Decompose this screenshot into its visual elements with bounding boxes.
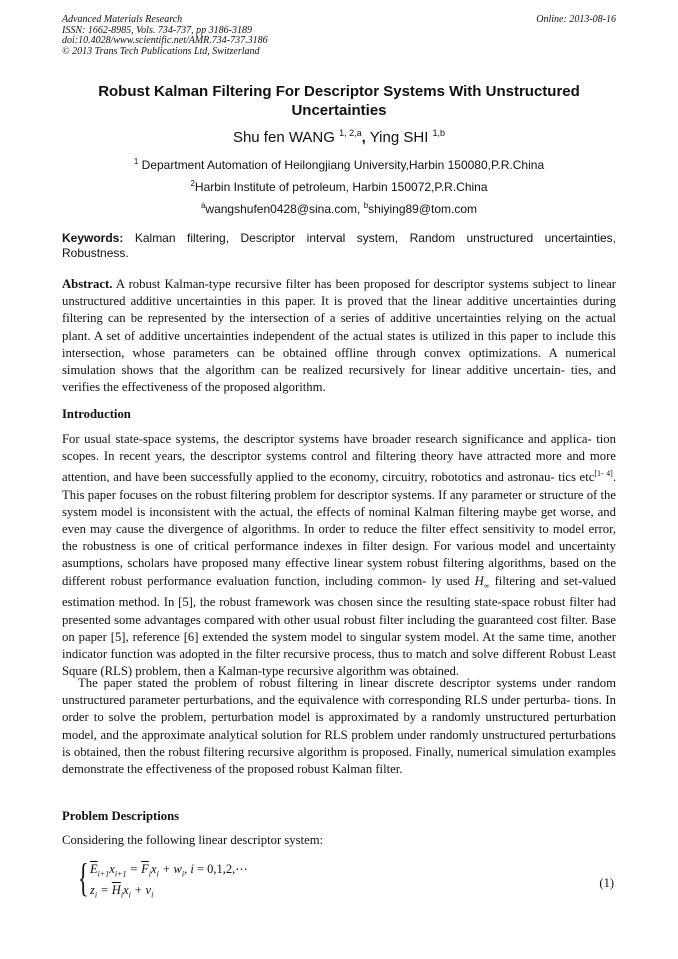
author-name: Shu fen WANG — [232, 129, 335, 146]
equation-1 — [62, 855, 616, 905]
author-list — [62, 128, 616, 146]
affiliation-mark: 2 — [190, 179, 195, 188]
copyright: © 2013 Trans Tech Publications Ltd, Switzerland — [62, 45, 260, 57]
keywords-text: Kalman filtering, Descriptor interval system, Random unstructured uncertainties, Robustness. — [62, 231, 616, 260]
author-affiliation-mark: 1,b — [432, 128, 446, 138]
section-heading-problem: Problem Descriptions — [62, 809, 180, 823]
section-heading-introduction: Introduction — [62, 407, 131, 421]
h-infinity-symbol — [474, 573, 490, 591]
author-separator: , — [361, 129, 366, 146]
keywords-label: Keywords: — [62, 231, 124, 245]
email-line — [62, 201, 616, 216]
author-affiliation-mark: 1, 2,a — [339, 128, 362, 138]
email: shiying89@tom.com — [368, 202, 478, 216]
introduction-paragraph-1 — [62, 431, 616, 680]
abstract-label: Abstract. — [62, 277, 113, 291]
paragraph-text: For usual state-space systems, the descriptor systems have broader research significance and applica- tion scopes. In recent years, the descriptor systems control and filtering theory have attracted more and more attention, and have been successfully applied to the economy, circuitry, robototics and astronau- tics etc — [62, 432, 616, 485]
paragraph-text: filtering and set-valued estimation method. In [5], the robust framework was chosen since the resulting state-space robust filter had presented some advantages compared with other usual robust filter including the guaranteed cost filter. Base on paper [5], reference [6] extended the system model to singular system model. At the same time, another indicator function was adopted in the filter recursive process, thus to match and solve different Robust Least Square (RLS) problem, then a Kalman-type recursive algorithm was obtained. — [62, 573, 616, 679]
doi: doi:10.4028/www.scientific.net/AMR.734-737.3186 — [62, 35, 268, 47]
abstract — [62, 276, 616, 396]
equation-line-measurement: $z_i = \overline{H}_ix_i + v_i$ — [90, 883, 154, 900]
equation-number: (1) — [599, 876, 614, 890]
keywords — [62, 231, 616, 261]
journal-name: Advanced Materials Research — [62, 14, 183, 25]
email: wangshufen0428@sina.com, — [205, 202, 361, 216]
affiliation-1 — [62, 157, 616, 172]
citation: [1- 4] — [594, 469, 613, 479]
infinity-subscript: ∞ — [483, 581, 490, 591]
journal-header — [62, 15, 616, 57]
online-date: Online: 2013-08-16 — [536, 14, 616, 25]
email-mark: a — [200, 201, 206, 210]
affiliation-2 — [62, 179, 616, 194]
problem-intro-text: Considering the following linear descriptor system: — [62, 833, 324, 847]
affiliation-text: Harbin Institute of petroleum, Harbin 150072,P.R.China — [194, 180, 488, 194]
affiliation-text: Department Automation of Heilongjiang University,Harbin 150080,P.R.China — [141, 158, 545, 172]
paper-title: Robust Kalman Filtering For Descriptor Systems With Unstructured Uncertainties — [98, 83, 580, 119]
email-mark: b — [363, 201, 369, 210]
abstract-text: A robust Kalman-type recursive filter has been proposed for descriptor systems subject to linear unstructured additive uncertainties in this paper. It is proved that the linear additive uncertainties during filtering can be represented by the intersection of a series of additive uncertainties relying on the actual plant. A set of additive uncertainties independent of the actual states is utilized in this paper to include this intersection, whose parameters can be obtained offline through convex optimizations. A numerical simulation shows that the algorithm can be realized recursively for linear additive uncertain- ties, and verifies the effectiveness of the proposed algorithm. — [62, 277, 616, 395]
author-name: Ying SHI — [369, 129, 429, 146]
introduction-paragraph-2: The paper stated the problem of robust filtering in linear discrete descriptor systems under random unstructured parameter perturbations, and the equivalence with corresponding RLS under perturba- tions. In order to solve the problem, perturbation model is approximated by a randomly unstructured perturbation model, and the approximate analytical solution for RLS problem under randomly unstructured perturbations is obtained, then the robust filtering recursive algorithm is proposed. Finally, numerical simulation examples demonstrate the effectiveness of the proposed robust Kalman filter. — [62, 676, 616, 777]
h-symbol: H — [474, 573, 484, 588]
equation-brace: { — [78, 855, 89, 900]
equation-line-state: $\overline{E}_{i+1}x_{i+1} = \overline{F}_ix_i + w_i$, i = 0,1,2,⋯ — [90, 862, 248, 879]
issn: ISSN: 1662-8985, Vols. 734-737, pp 3186-3189 — [62, 24, 252, 36]
paragraph-text: . This paper focuses on the robust filtering problem for descriptor systems. If any parameter or structure of the system model is inconsistent with the actual, the effects of nominal Kalman filtering maybe get worse, and even may cause the divergence of algorithms. In order to reduce the filter effect sensitivity to model error, the robustness is one of critical performance indexes in filter design. For various model and uncertainty asumptions, scholars have proposed many effective linear system robust filtering algorithms, based on the different robust performance evaluation function, including common- ly used — [62, 470, 616, 588]
affiliation-mark: 1 — [133, 157, 139, 166]
